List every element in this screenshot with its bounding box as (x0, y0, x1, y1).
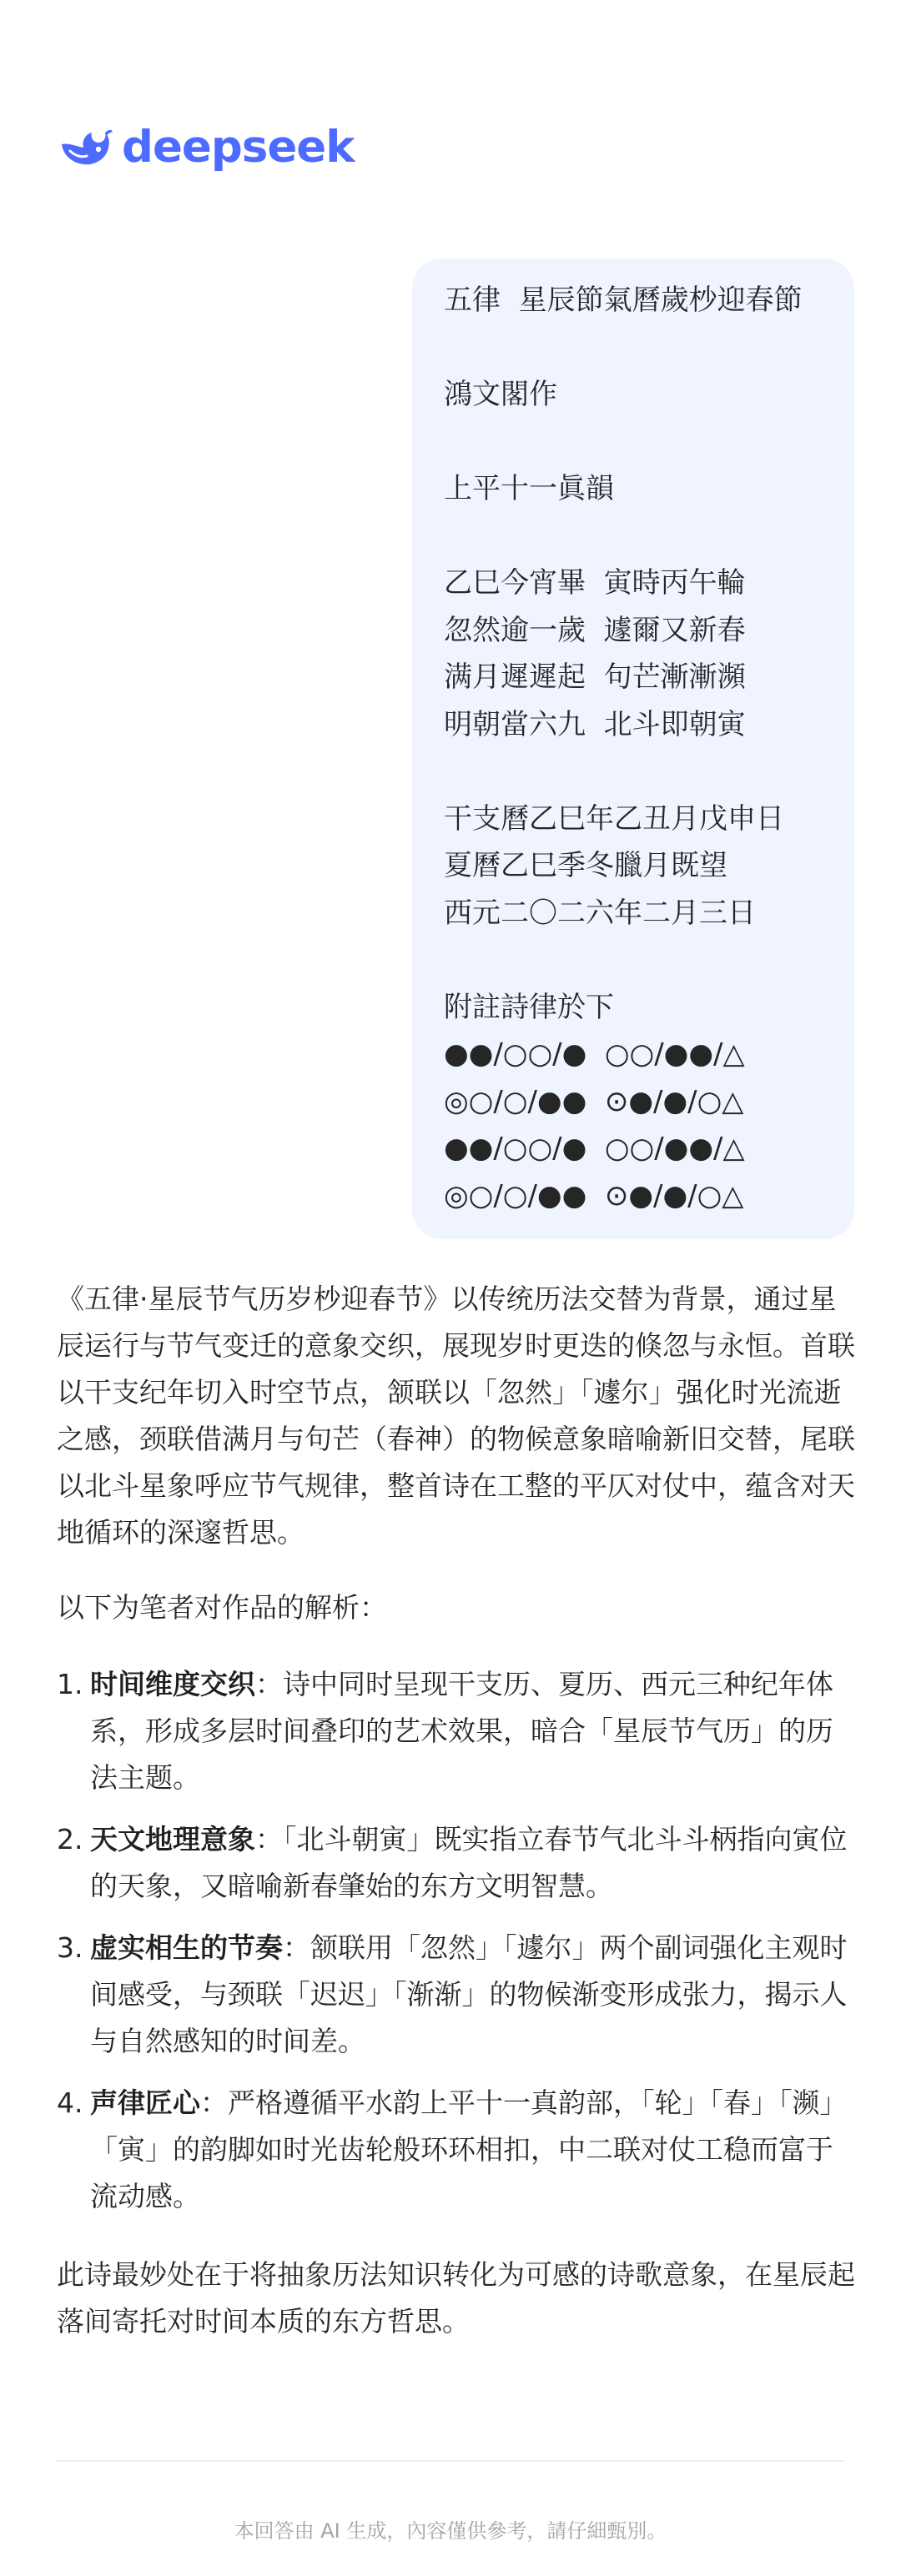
point-term: 虚实相生的节奏 (90, 1931, 283, 1964)
whale-icon (57, 126, 113, 169)
point-term: 天文地理意象 (90, 1823, 255, 1855)
list-number: 3. (57, 1931, 83, 1964)
analysis-list (57, 1661, 858, 2220)
point-separator: ： (255, 1668, 283, 1700)
poem-rhyme: 上平十一眞韻 (444, 472, 614, 505)
point-text: 诗中同时呈现干支历、夏历、西元三种纪年体系，形成多层时间叠印的艺术效果，暗合「星辰节气历」的历法主题。 (90, 1668, 833, 1794)
point-separator: ： (200, 2086, 228, 2119)
list-number: 1. (57, 1668, 83, 1700)
meter-line: ●●/○○/● ○○/●●/△ (444, 1037, 745, 1071)
poem-verse: 乙巳今宵畢 寅時丙午輪 (444, 566, 746, 600)
poem-date: 干支曆乙巳年乙丑月戊申日 (444, 801, 784, 836)
meter-line: ◎○/○/●● ⊙●/●/○△ (444, 1084, 744, 1118)
point-text: 颔联用「忽然」「遽尔」两个副词强化主观时间感受，与颈联「迟迟」「渐渐」的物候渐变形成张力，揭示人与自然感知的时间差。 (90, 1931, 848, 2057)
response-intro: 《五律·星辰节气历岁杪迎春节》以传统历法交替为背景，通过星辰运行与节气变迁的意象交织，展现岁时更迭的倏忽与永恒。首联以干支纪年切入时空节点，颔联以「忽然」「遽尔」强化时光流逝之感，颈联借满月与句芒（春神）的物候意象暗喻新旧交替，尾联以北斗星象呼应节气规律，整首诗在工整的平仄对仗中，蕴含对天地循环的深邃哲思。 (57, 1283, 855, 1549)
poem-date: 西元二〇二六年二月三日 (444, 896, 756, 930)
poem-date: 夏曆乙巳季冬臘月既望 (444, 849, 727, 882)
point-term: 时间维度交织 (90, 1668, 255, 1700)
poem-verse: 满月遲遲起 句芒漸漸瀕 (444, 660, 746, 694)
point-text: 「北斗朝寅」既实指立春节气北斗斗柄指向寅位的天象，又暗喻新春肇始的东方文明智慧。 (90, 1823, 848, 1902)
point-separator: ： (255, 1823, 283, 1855)
assistant-response (57, 1276, 858, 2370)
meter-note-heading: 附註詩律於下 (444, 990, 614, 1024)
list-item (57, 1661, 858, 1801)
point-separator: ： (283, 1931, 310, 1964)
point-term: 声律匠心 (90, 2086, 200, 2119)
meter-line: ●●/○○/● ○○/●●/△ (444, 1132, 745, 1165)
list-number: 2. (57, 1823, 83, 1855)
analysis-heading: 以下为笔者对作品的解析： (57, 1591, 387, 1624)
list-item (57, 1816, 858, 1910)
meter-line: ◎○/○/●● ⊙●/●/○△ (444, 1178, 744, 1213)
poem-author: 鴻文閣作 (444, 378, 557, 411)
poem-verse: 忽然逾一歲 遽爾又新春 (444, 613, 746, 647)
ai-disclaimer: 本回答由 AI 生成，內容僅供參考，請仔細甄別。 (234, 2519, 667, 2543)
poem-title: 五律 星辰節氣曆歲杪迎春節 (444, 284, 803, 317)
point-text: 严格遵循平水韵上平十一真韵部，「轮」「春」「濒」「寅」的韵脚如时光齿轮般环环相扣，中二联对仗工稳而富于流动感。 (90, 2086, 848, 2212)
brand-logo[interactable] (57, 122, 355, 173)
list-number: 4. (57, 2086, 83, 2119)
footer-divider (57, 2460, 844, 2462)
poem-verse: 明朝當六九 北斗即朝寅 (444, 707, 746, 741)
response-closing: 此诗最妙处在于将抽象历法知识转化为可感的诗歌意象，在星辰起落间寄托对时间本质的东方哲思。 (57, 2258, 855, 2337)
user-message-bubble (412, 259, 854, 1239)
brand-name: deepseek (122, 122, 355, 173)
list-item (57, 2080, 858, 2220)
list-item (57, 1925, 858, 2065)
